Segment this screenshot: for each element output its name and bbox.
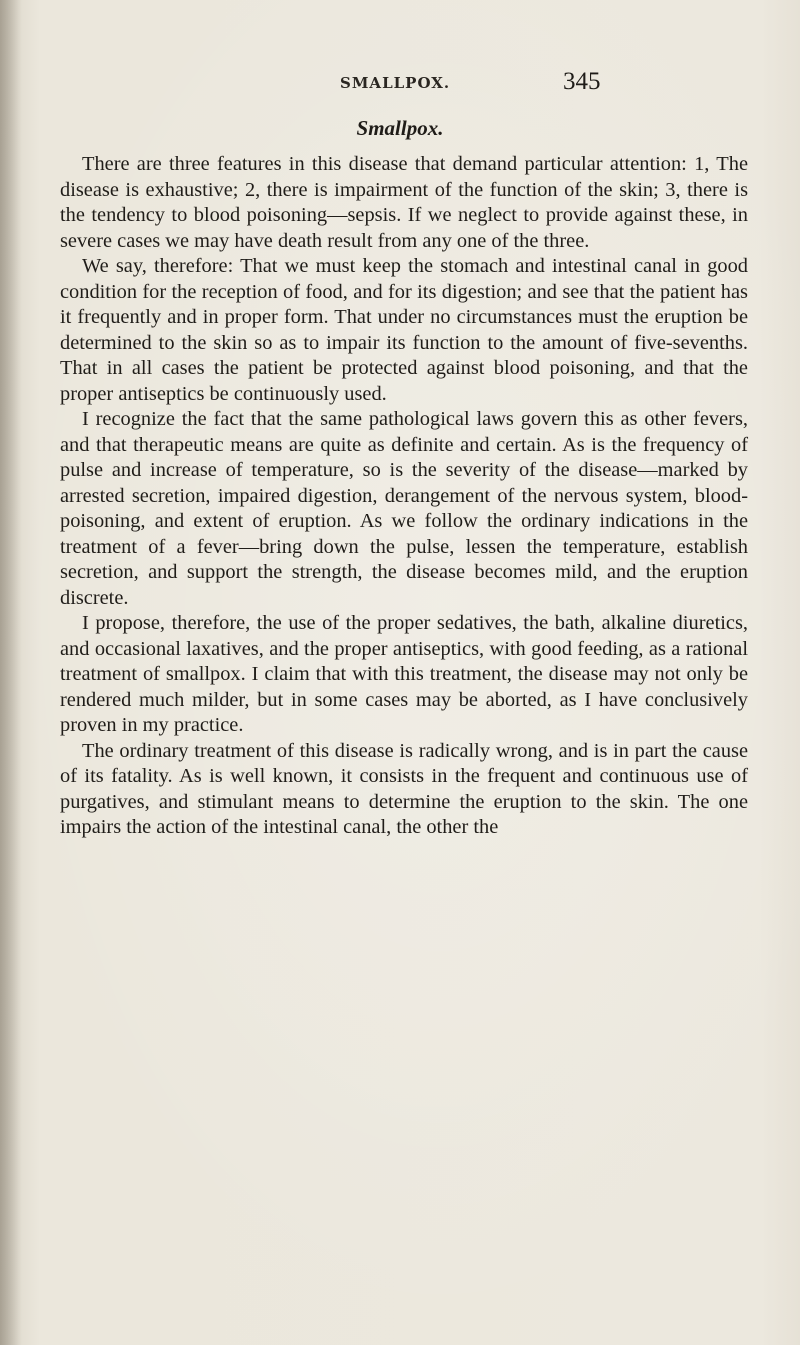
running-head: SMALLPOX. bbox=[340, 74, 451, 92]
body-text bbox=[60, 152, 748, 841]
paragraph: I recognize the fact that the same pathological laws govern this as other fevers, and that therapeutic means are quite as definite and certain. As is the frequency of pulse and increase of temperature, so is the severity of the disease—marked by arrested secretion, impaired digestion, derangement of the nervous system, blood-poisoning, and extent of eruption. As we follow the ordinary indications in the treatment of a fever—bring down the pulse, lessen the temperature, establish secretion, and support the strength, the disease becomes mild, and the eruption discrete. bbox=[60, 408, 748, 609]
binding-shadow bbox=[0, 0, 22, 1345]
page-header bbox=[0, 68, 800, 98]
page-number: 345 bbox=[563, 68, 601, 95]
paragraph: There are three features in this disease that demand particular attention: 1, The disease is exhaustive; 2, there is impairment of the function of the skin; 3, there is the tendency to blood poisoning—sepsis. If we neglect to provide against these, in severe cases we may have death result from any one of the three. bbox=[60, 153, 748, 252]
paragraph: I propose, therefore, the use of the proper sedatives, the bath, alkaline diuretics, and occasional laxatives, and the proper antiseptics, with good feeding, as a rational treatment of smallpox. I claim that with this treatment, the disease may not only be rendered much milder, but in some cases may be aborted, as I have conclusively proven in my practice. bbox=[60, 612, 748, 736]
section-title: Smallpox. bbox=[356, 116, 444, 140]
paragraph: We say, therefore: That we must keep the stomach and intestinal canal in good condition for the reception of food, and for its digestion; and see that the patient has it frequently and in proper form. That under no circumstances must the eruption be determined to the skin so as to impair its function to the amount of five-sevenths. That in all cases the patient be protected against blood poisoning, and that the proper antiseptics be continuously used. bbox=[60, 255, 748, 405]
paragraph: The ordinary treatment of this disease is radically wrong, and is in part the cause of its fatality. As is well known, it consists in the frequent and continuous use of purgatives, and stimulant means to determine the eruption to the skin. The one impairs the action of the intestinal canal, the other the bbox=[60, 739, 748, 838]
